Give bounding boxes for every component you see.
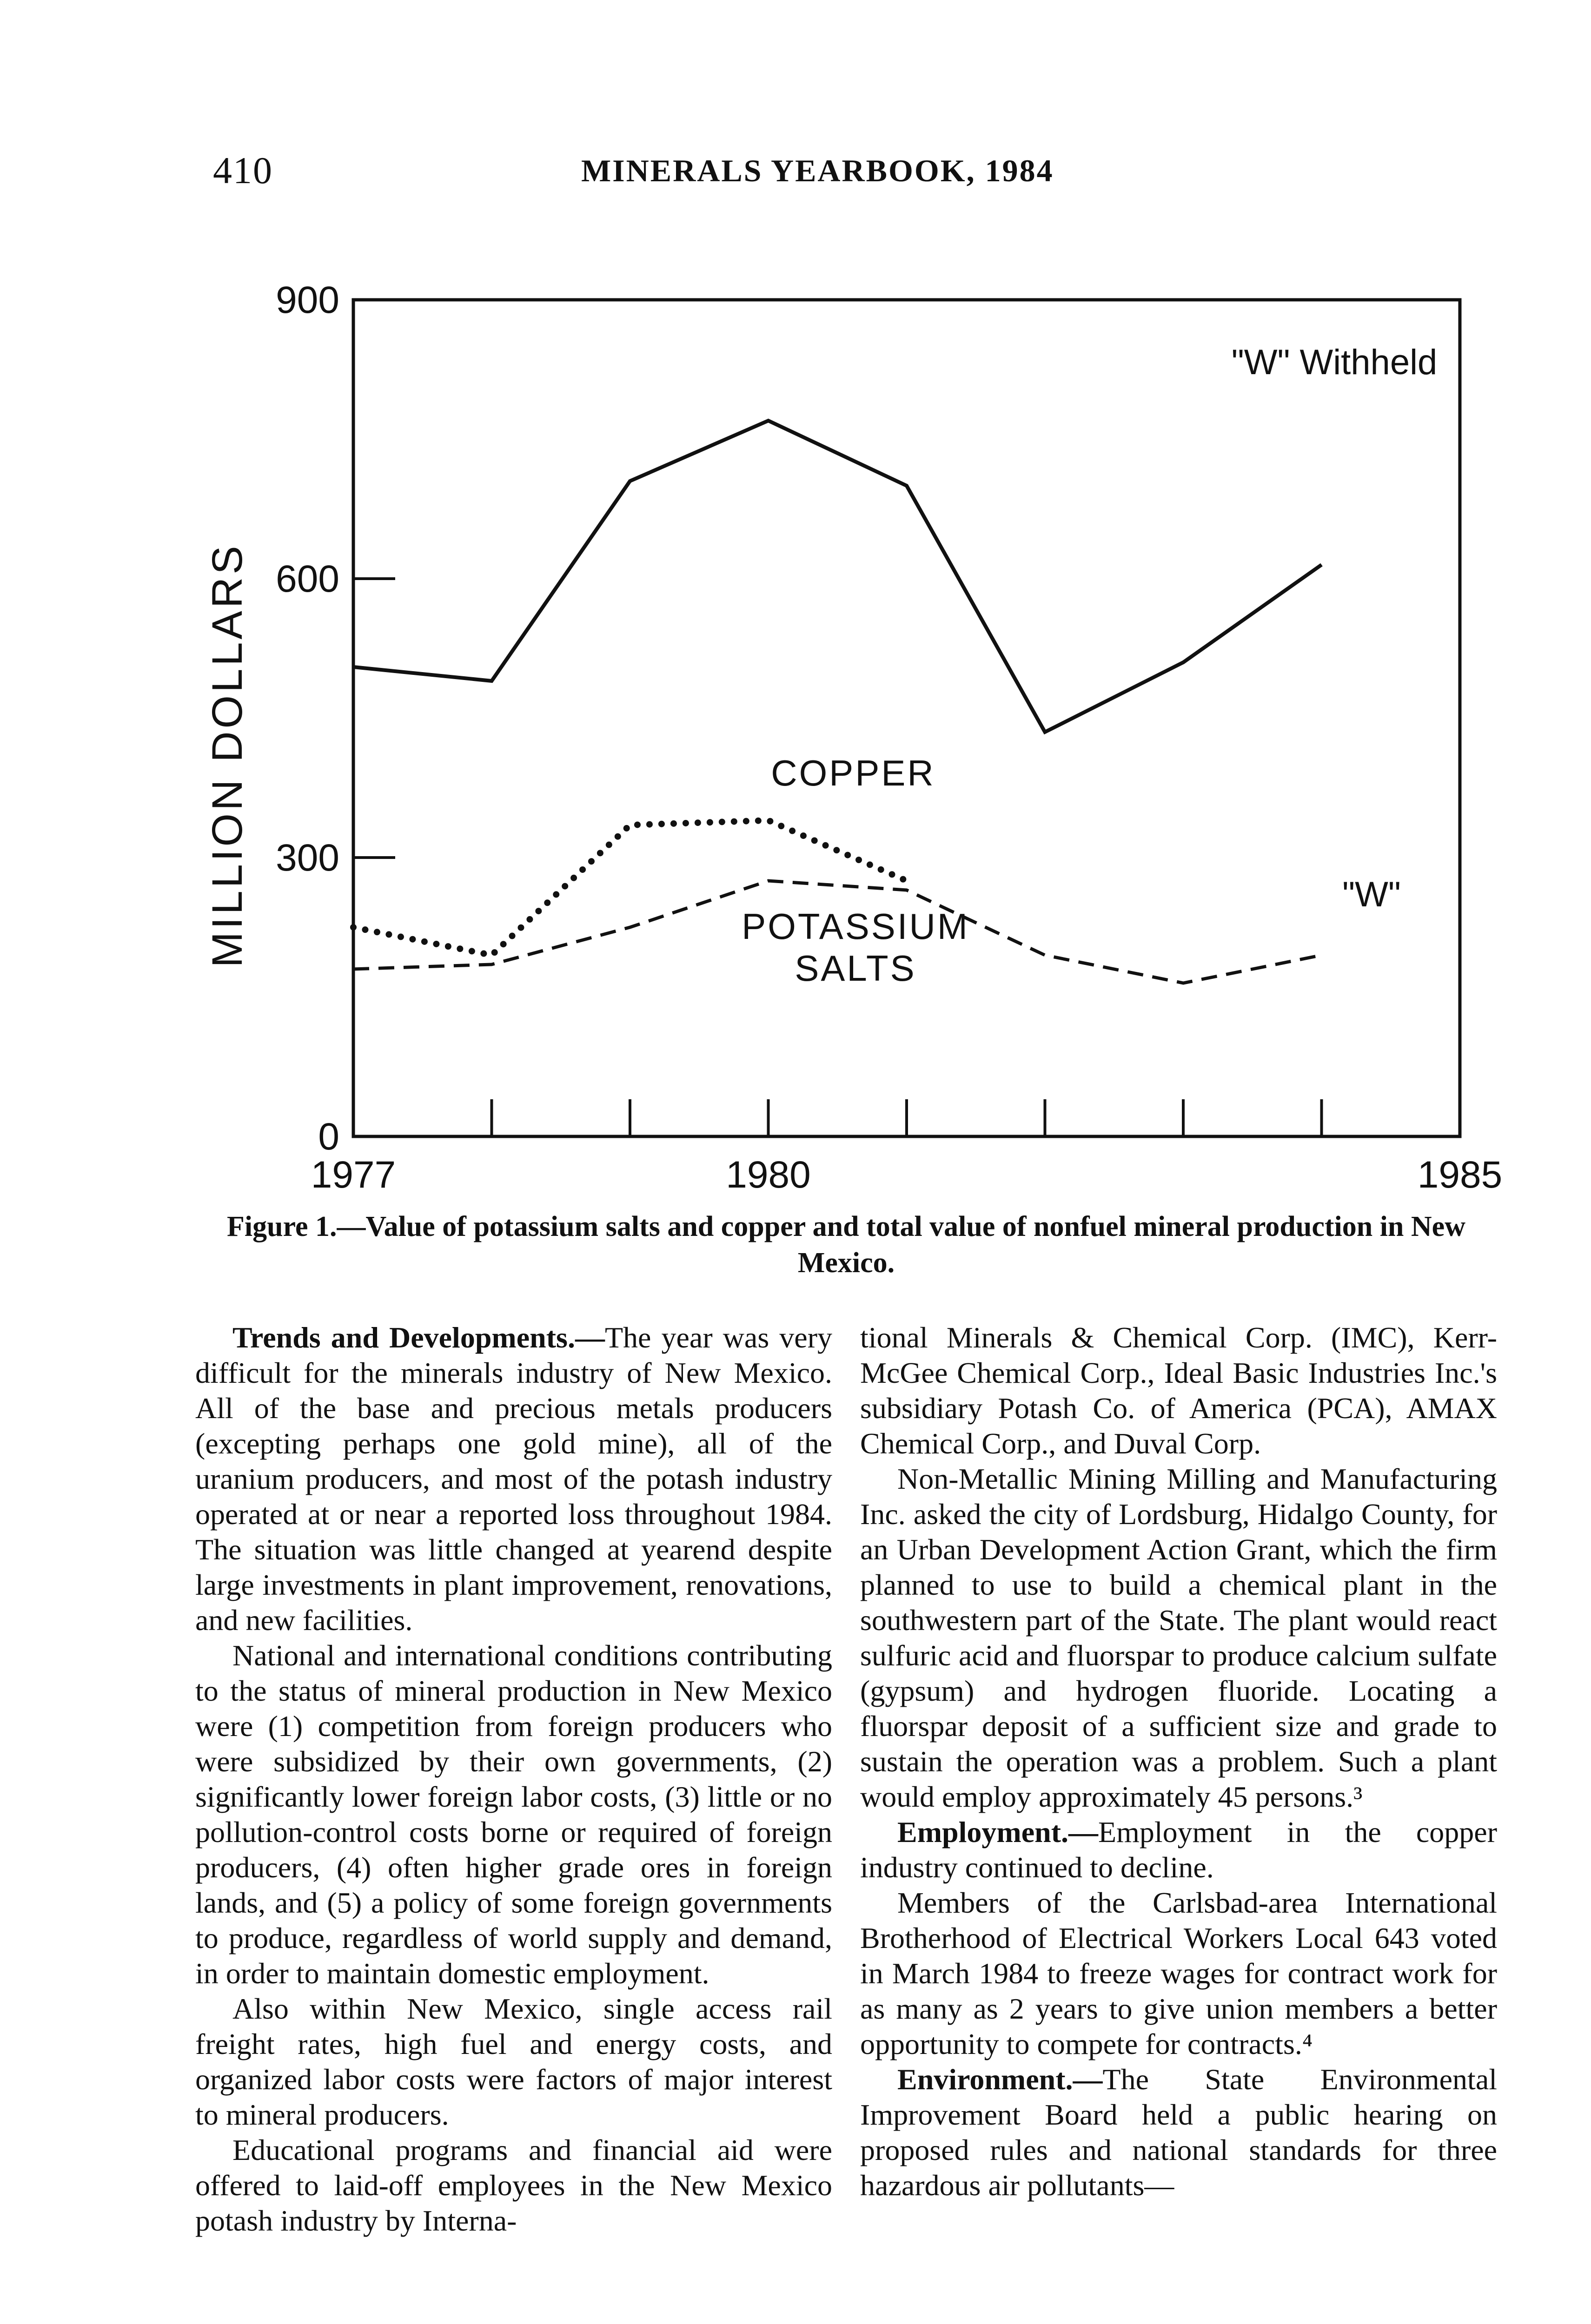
paragraph-text: Non-Metallic Mining Milling and Manufacturing Inc. asked the city of Lordsburg, Hidalgo County, for an Urban Development Action Grant, which the firm planned to use to build a chemical plant in the southwestern part of the State. The plant would react sulfuric acid and fluorspar to produce calcium sulfate (gypsum) and hydrogen fluoride. Locating a fluorspar deposit of a sufficient size and grade to sustain the operation was a problem. Such a plant would employ approximately 45 persons.³ — [860, 1462, 1497, 1813]
withheld-note: "W" Withheld — [1231, 343, 1438, 382]
plot-frame — [353, 300, 1460, 1136]
paragraph — [860, 1885, 1497, 2062]
figure-caption-label: Figure 1.— — [227, 1211, 366, 1242]
paragraph-text: The State Environmental Improvement Board held a public hearing on proposed rules and national standards for three hazardous air pollutants— — [860, 2063, 1497, 2202]
y-axis-title: MILLION DOLLARS — [204, 543, 251, 968]
paragraph-text: tional Minerals & Chemical Corp. (IMC), Kerr-McGee Chemical Corp., Ideal Basic Industries Inc.'s subsidiary Potash Co. of America (PCA), AMAX Chemical Corp., and Duval Corp. — [860, 1321, 1497, 1460]
x-tick-label: 1977 — [311, 1154, 396, 1196]
paragraph-text: National and international conditions contributing to the status of mineral production in New Mexico were (1) competition from foreign producers who were subsidized by their own governments, (2) significantly lower foreign labor costs, (3) little or no pollution-control costs borne or required of foreign producers, (4) often higher grade ores in foreign lands, and (5) a policy of some foreign governments to produce, regardless of world supply and demand, in order to maintain domestic employment. — [195, 1639, 832, 1990]
paragraph-text: Members of the Carlsbad-area International Brotherhood of Electrical Workers Local 643 voted in March 1984 to freeze wages for contract work for as many as 2 years to give union members a better opportunity to compete for contracts.⁴ — [860, 1886, 1497, 2060]
left-column — [195, 1320, 832, 2238]
run-in-heading: Trends and Developments.— — [232, 1321, 605, 1354]
x-tick-label: 1980 — [726, 1154, 811, 1196]
paragraph — [860, 1461, 1497, 1815]
paragraph — [195, 1638, 832, 1991]
copper-label: COPPER — [771, 753, 935, 793]
paragraph — [860, 2062, 1497, 2203]
paragraph-text: The year was very difficult for the minerals industry of New Mexico. All of the base and precious metals producers (excepting perhaps one gold mine), all of the uranium producers, and most of the potash industry operated at or near a reported loss throughout 1984. The situation was little changed at yearend despite large investments in plant improvement, renovations, and new facilities. — [195, 1321, 832, 1637]
figure-chart — [186, 260, 1534, 1199]
y-tick-label: 900 — [276, 279, 339, 321]
figure-caption-text: Value of potassium salts and copper and total value of nonfuel mineral production in New Mexico. — [365, 1211, 1465, 1279]
w-marker: "W" — [1342, 875, 1401, 914]
paragraph — [195, 1991, 832, 2133]
paragraph-text: Also within New Mexico, single access rail freight rates, high fuel and energy costs, and organized labor costs were factors of major interest to mineral producers. — [195, 1992, 832, 2131]
potassium-label-line1: POTASSIUM — [742, 906, 969, 947]
page-number: 410 — [213, 149, 273, 191]
paragraph-text: Educational programs and financial aid were offered to laid-off employees in the New Mexico potash industry by Interna- — [195, 2133, 832, 2237]
y-tick-label: 600 — [276, 558, 339, 600]
running-head: MINERALS YEARBOOK, 1984 — [581, 153, 1054, 188]
paragraph — [195, 1320, 832, 1638]
run-in-heading: Environment.— — [897, 2063, 1103, 2096]
x-tick-label: 1985 — [1417, 1154, 1503, 1196]
run-in-heading: Employment.— — [897, 1816, 1098, 1849]
potassium-label-line2: SALTS — [795, 948, 916, 989]
paragraph — [860, 1815, 1497, 1885]
paragraph — [195, 2133, 832, 2238]
paragraph-text: Employment in the copper industry continued to decline. — [860, 1816, 1497, 1884]
figure-caption — [195, 1208, 1497, 1281]
paragraph — [860, 1320, 1497, 1461]
y-tick-label: 300 — [276, 837, 339, 879]
y-tick-label: 0 — [318, 1116, 339, 1158]
right-column — [860, 1320, 1497, 2203]
series-line-total — [353, 421, 1322, 732]
